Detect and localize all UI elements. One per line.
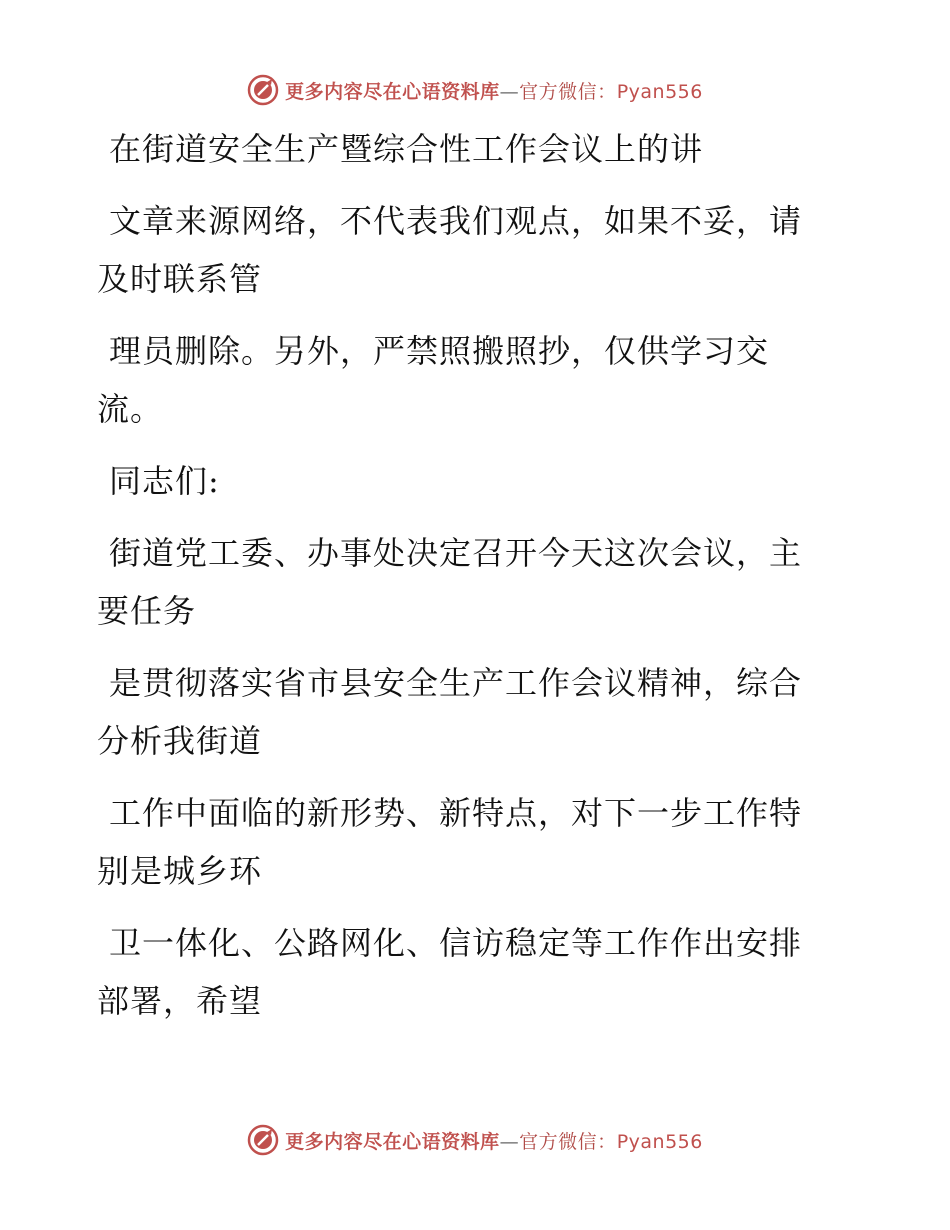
brand-name: 更多内容尽在心语资料库 [285,80,500,103]
brand-name: 更多内容尽在心语资料库 [285,1130,500,1153]
wechat-handle: Pyan556 [616,1130,703,1153]
text-line: 理员删除。另外，严禁照搬照抄，仅供学习交 [109,332,770,370]
text-line: 卫一体化、公路网化、信访稳定等工作作出安排 [109,924,803,962]
text-line: 是贯彻落实省市县安全生产工作会议精神，综合 [109,664,803,702]
wechat-label: 官方微信： [519,1130,617,1153]
brand-logo-icon [247,1124,279,1156]
text-line: 部署，希望 [97,982,263,1020]
footer-banner [0,1120,950,1160]
salutation: 同志们: [109,462,220,500]
text-line: 要任务 [97,592,197,630]
text-line: 分析我街道 [97,722,263,760]
banner-dash: — [499,80,520,103]
text-line: 街道党工委、办事处决定召开今天这次会议，主 [109,534,803,572]
banner-dash: — [499,1130,520,1153]
text-line: 及时联系管 [97,260,263,298]
wechat-label: 官方微信： [519,80,617,103]
footer-banner-text [285,1127,703,1154]
document-body [97,120,837,1030]
text-line: 工作中面临的新形势、新特点，对下一步工作特 [109,794,803,832]
header-banner-text [285,77,703,104]
brand-logo-icon [247,74,279,106]
text-line: 别是城乡环 [97,852,263,890]
footer-banner-content [247,1124,703,1156]
header-banner-content [247,74,703,106]
text-line: 流。 [97,390,164,428]
wechat-handle: Pyan556 [616,80,703,103]
header-banner [0,70,950,110]
text-line: 文章来源网络，不代表我们观点，如果不妥，请 [109,202,803,240]
document-title: 在街道安全生产暨综合性工作会议上的讲 [109,130,704,168]
